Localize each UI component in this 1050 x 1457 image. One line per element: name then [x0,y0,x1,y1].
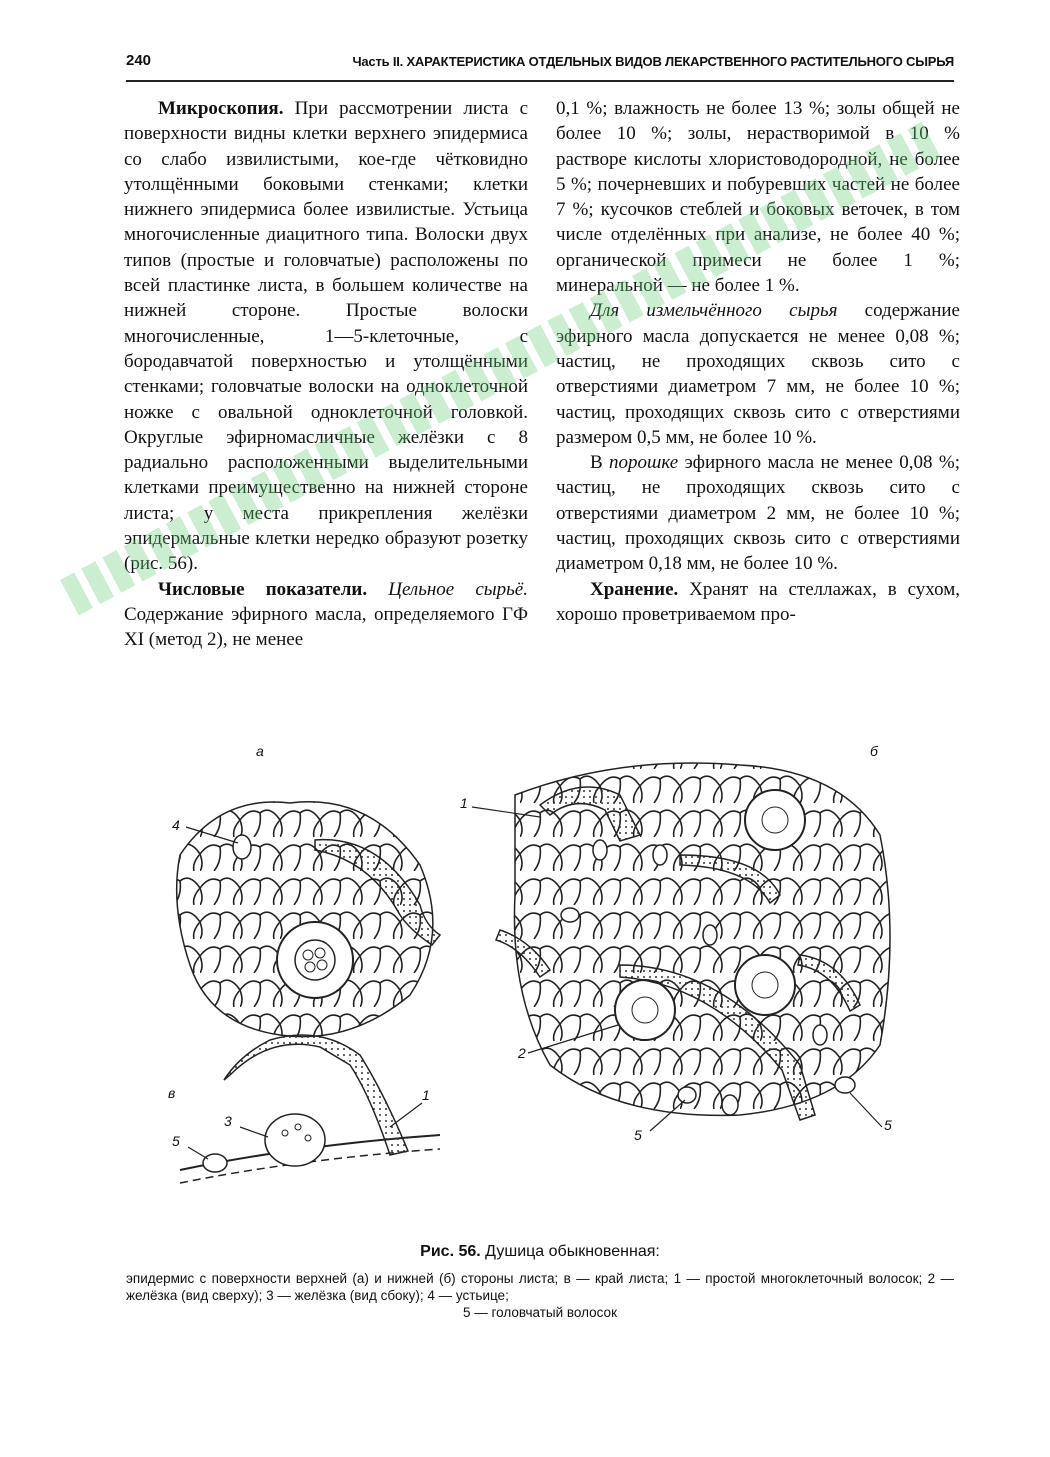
figure-title: Душица обыкновенная: [480,1243,660,1260]
microscopy-paragraph [124,96,528,577]
label-1-b: 1 [460,795,468,811]
left-column [124,96,528,653]
crushed-raw-label: Для измельчённого сырья [590,300,838,322]
panel-a-epidermis [177,802,440,1037]
panel-a-label: а [256,743,264,759]
microscopy-heading: Микроскопия. [158,98,284,119]
label-5-b-left: 5 [634,1127,642,1143]
figure-caption-body [126,1270,954,1321]
powder-paragraph [556,450,960,576]
numeric-continued: 0,1 %; влажность не более 13 %; золы общей не более 10 %; золы, нерастворимой в 10 % растворе кислоты хлористоводородной, не более 5 %; почерневших и побуревших частей не более 7 %; кусочков стеблей и боковых веточек, в том числе отделённых при анализе, не более 40 %; органической примеси не более 1 %; минеральной — не более 1 %. [556,98,960,297]
label-5-v: 5 [172,1133,180,1149]
page-header [126,50,954,82]
numeric-paragraph [124,577,528,653]
figure-number: Рис. 56. [420,1243,481,1260]
panel-b-label: б [870,743,878,759]
numeric-text: Содержание эфирного масла, определяемого ГФ XI (метод 2), не менее [124,603,528,651]
microscopy-illustration [120,735,950,1235]
storage-paragraph [556,577,960,628]
panel-b-epidermis [496,763,890,1120]
right-column [556,96,960,627]
powder-label: порошке [609,452,679,474]
storage-text: Хранят на стеллажах, в сухом, хорошо проветриваемом про- [556,578,960,625]
storage-heading: Хранение. [590,578,679,600]
page-number: 240 [126,52,152,69]
figure-56 [120,735,950,1235]
whole-raw-label: Цельное сырьё. [367,578,528,600]
figure-caption-title [126,1243,954,1261]
running-title: Часть II. ХАРАКТЕРИСТИКА ОТДЕЛЬНЫХ ВИДОВ ЛЕКАРСТВЕННОГО РАСТИТЕЛЬНОГО СЫРЬЯ [352,54,954,69]
crushed-raw-text: содержание эфирного масла допускается не менее 0,08 %; частиц, не проходящих сквозь сито с отверстиями диаметром 7 мм, не более 10 %; частиц, проходящих сквозь сито с отверстиями размером 0,5 мм, не более 10 %. [556,300,960,448]
microscopy-text: При рассмотрении листа с поверхности видны клетки верхнего эпидермиса со слабо извилистыми, кое-где чётковидно утолщёнными боковыми стенками; клетки нижнего эпидермиса более извилистые. Устьица многочисленные диацитного типа. Волоски двух типов (простые и головчатые) расположены по всей пластинке листа, в большем количестве на нижней стороне. Простые волоски многочисленные, 1—5-клеточные, с бородавчатой поверхностью и утолщёнными стенками; головчатые волоски на одноклеточной ножке с овальной одноклеточной головкой. Округлые эфирномасличные желёзки с 8 радиально расположенными выделительными клетками преимущественно на нижней стороне листа; у места прикрепления желёзки эпидермальные клетки нередко образуют розетку (рис. 56). [124,98,528,575]
numeric-heading: Числовые показатели. [158,578,368,600]
label-5-b-right: 5 [884,1117,892,1133]
crushed-raw-paragraph [556,298,960,450]
caption-line-1: эпидермис с поверхности верхней (а) и нижней (б) стороны листа; в — край листа; 1 — простой многоклеточный волосок; 2 — желёзка (вид сверху); 3 — желёзка (вид сбоку); 4 — устьице; [126,1271,954,1303]
panel-v-leaf-edge [180,1035,440,1183]
panel-v-label: в [168,1085,176,1101]
label-4: 4 [172,817,180,833]
label-1-v: 1 [422,1087,430,1103]
powder-lead: В [590,452,610,474]
label-3: 3 [224,1113,232,1129]
caption-line-2: 5 — головчатый волосок [463,1305,617,1320]
powder-text: эфирного масла не менее 0,08 %; частиц, не проходящих сквозь сито с отверстиями диаметром 2 мм, не более 10 %; частиц, проходящих сквозь сито с отверстиями диаметром 0,18 мм, не более 10 %. [556,452,960,575]
label-2: 2 [518,1045,526,1061]
